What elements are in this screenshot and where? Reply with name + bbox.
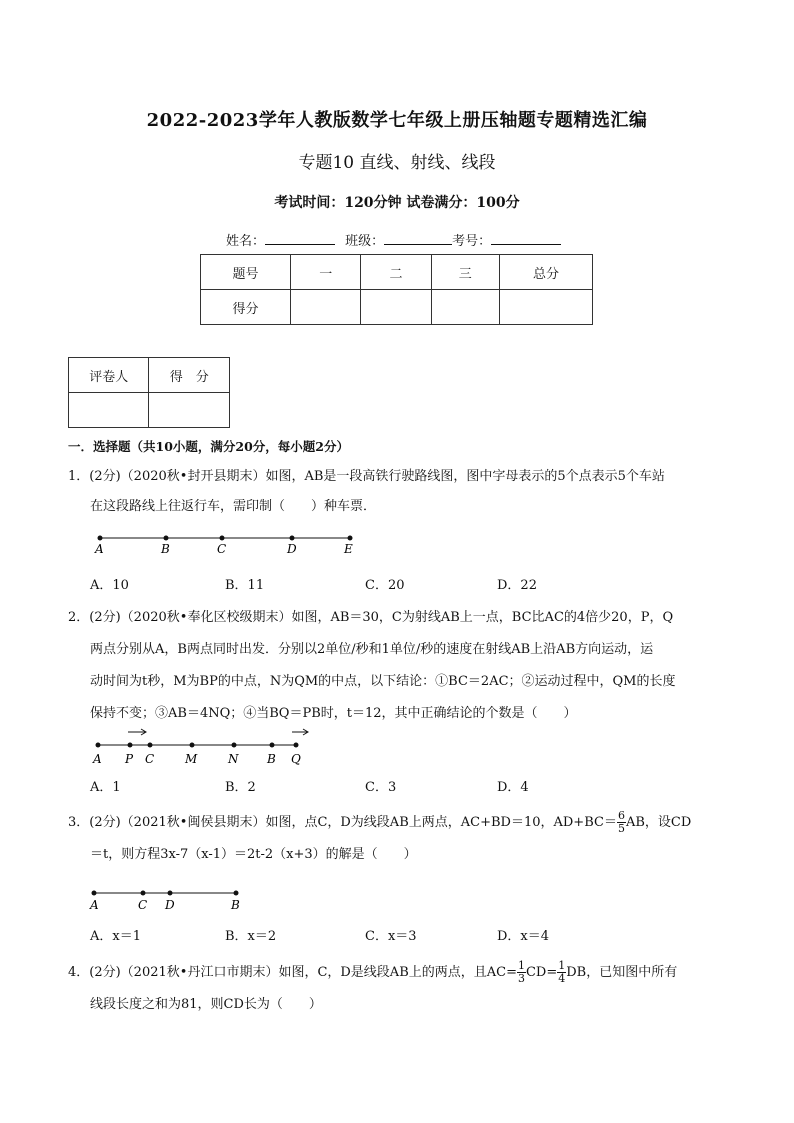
q2-line4: 保持不变；③AB＝4NQ；④当BQ＝PB时，t＝12，其中正确结论的个数是（ ） [90, 706, 577, 721]
question-4 [68, 960, 748, 1015]
q2-option-c[interactable]: C．3 [365, 780, 397, 795]
q3-option-a[interactable]: A．x＝1 [90, 929, 141, 944]
q3-option-d[interactable]: D．x＝4 [497, 929, 550, 944]
question-3 [68, 810, 748, 865]
q1-option-d[interactable]: D．22 [497, 578, 537, 593]
score-cell[interactable] [431, 290, 499, 325]
q3-point-a [92, 891, 97, 896]
id-field[interactable] [491, 232, 561, 245]
q1-option-c[interactable]: C．20 [365, 578, 405, 593]
q3-point-c [141, 891, 146, 896]
q1-point-d [290, 536, 295, 541]
q2-diagram [88, 725, 328, 767]
q2-point-c [148, 743, 153, 748]
q4-line1-post: DB，已知图中所有 [566, 965, 678, 980]
q4-frac2-num: 1 [558, 959, 566, 972]
q1-diagram [88, 528, 368, 558]
score-header-cell: 一 [291, 255, 361, 290]
q1-point-c [220, 536, 225, 541]
q2-label-b: B [267, 752, 276, 766]
q2-option-d[interactable]: D．4 [497, 780, 529, 795]
q2-label-a: A [93, 752, 102, 766]
exam-info: 考试时间：120分钟 试卷满分：100分 [274, 195, 520, 211]
q2-point-n [232, 743, 237, 748]
q3-line1-post: AB，设CD [625, 815, 692, 830]
q2-line3: 动时间为t秒，M为BP的中点，N为QM的中点，以下结论：①BC＝2AC；②运动过程中，QM的长度 [90, 674, 676, 689]
q4-frac2-den: 4 [558, 972, 566, 985]
section-heading: 一．选择题（共10小题，满分20分，每小题2分） [68, 439, 349, 454]
q2-point-p [128, 743, 133, 748]
topic-title: 专题10 直线、射线、线段 [298, 153, 496, 173]
q2-label-m: M [185, 752, 198, 766]
name-field[interactable] [265, 232, 335, 245]
q3-fraction [617, 810, 626, 835]
q2-point-a [96, 743, 101, 748]
q2-point-q [294, 743, 299, 748]
q3-label-b: B [231, 898, 240, 912]
q2-option-a[interactable]: A．1 [90, 780, 121, 795]
id-label: 考号： [452, 234, 492, 249]
question-2 [68, 608, 728, 724]
q4-line1-pre: 4．(2分)（2021秋•丹江口市期末）如图，C，D是线段AB上的两点，且AC= [68, 965, 517, 980]
q3-frac-num: 6 [617, 809, 625, 822]
score-row-label: 得分 [201, 290, 291, 325]
q2-label-q: Q [291, 752, 301, 766]
q4-fraction-1 [517, 960, 526, 985]
q4-line2: 线段长度之和为81，则CD长为（ ） [90, 997, 322, 1012]
score-table [200, 254, 593, 325]
q3-point-b [234, 891, 239, 896]
name-label: 姓名： [226, 234, 266, 249]
class-label: 班级： [345, 234, 385, 249]
q1-point-e [348, 536, 353, 541]
q1-label-c: C [217, 542, 227, 556]
question-1 [68, 467, 728, 517]
q3-label-a: A [90, 898, 99, 912]
q3-line1 [68, 810, 748, 835]
q3-frac-den: 5 [617, 822, 625, 835]
q1-option-a[interactable]: A．10 [90, 578, 129, 593]
q3-option-c[interactable]: C．x＝3 [365, 929, 417, 944]
q1-line1: 1．(2分)（2020秋•封开县期末）如图，AB是一段高铁行驶路线图，图中字母表示的5个点表示5个车站 [68, 469, 665, 484]
q2-label-n: N [228, 752, 239, 766]
student-info [226, 230, 561, 249]
q1-point-b [164, 536, 169, 541]
grader-label: 评卷人 [69, 358, 149, 393]
score-cell[interactable] [361, 290, 431, 325]
q2-point-b [270, 743, 275, 748]
grader-score-label: 得 分 [149, 358, 230, 393]
q2-option-b[interactable]: B．2 [225, 780, 256, 795]
q1-point-a [98, 536, 103, 541]
q2-point-m [190, 743, 195, 748]
score-header-cell: 二 [361, 255, 431, 290]
q3-diagram [86, 884, 256, 914]
q3-option-b[interactable]: B．x＝2 [225, 929, 277, 944]
q1-label-d: D [287, 542, 297, 556]
q3-label-c: C [138, 898, 148, 912]
q4-mid: CD= [525, 965, 558, 980]
q3-point-d [168, 891, 173, 896]
q1-label-b: B [161, 542, 170, 556]
q4-line1 [68, 960, 748, 985]
q1-label-e: E [344, 542, 353, 556]
grader-table [68, 357, 230, 428]
q3-line2: ＝t，则方程3x-7（x-1）＝2t-2（x+3）的解是（ ） [90, 847, 417, 862]
grader-score-cell[interactable] [149, 393, 230, 428]
score-cell[interactable] [291, 290, 361, 325]
q1-label-a: A [95, 542, 104, 556]
q2-line1: 2．(2分)（2020秋•奉化区校级期末）如图，AB＝30，C为射线AB上一点，BC比AC的4倍少20，P，Q [68, 610, 674, 625]
q2-label-p: P [125, 752, 134, 766]
q4-frac1-num: 1 [517, 959, 525, 972]
q1-line2: 在这段路线上往返行车，需印制（ ）种车票． [90, 499, 377, 514]
score-header-cell: 题号 [201, 255, 291, 290]
q4-frac1-den: 3 [517, 972, 525, 985]
q1-option-b[interactable]: B．11 [225, 578, 265, 593]
q2-label-c: C [145, 752, 155, 766]
grader-cell[interactable] [69, 393, 149, 428]
q3-line1-pre: 3．(2分)（2021秋•闽侯县期末）如图，点C，D为线段AB上两点，AC+BD＝10，AD+BC＝ [68, 815, 617, 830]
score-header-cell: 总分 [499, 255, 592, 290]
paper-title: 2022-2023学年人教版数学七年级上册压轴题专题精选汇编 [146, 110, 648, 131]
q4-fraction-2 [557, 960, 566, 985]
q2-line2: 两点分别从A，B两点同时出发．分别以2单位/秒和1单位/秒的速度在射线AB上沿AB方向运动，运 [90, 642, 654, 657]
class-field[interactable] [384, 232, 452, 245]
score-header-cell: 三 [431, 255, 499, 290]
q3-label-d: D [165, 898, 175, 912]
score-cell[interactable] [499, 290, 592, 325]
